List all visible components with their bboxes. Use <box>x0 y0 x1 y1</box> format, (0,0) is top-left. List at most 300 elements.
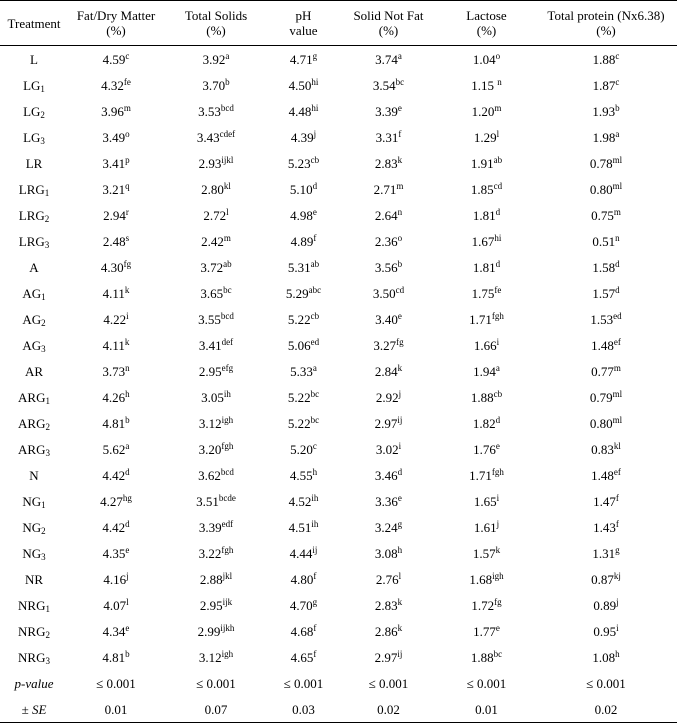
cell-value: 1.81 <box>472 259 496 275</box>
significance-letters: e <box>397 310 402 321</box>
significance-letters: d <box>312 180 318 191</box>
cell-value: 5.29 <box>285 285 309 301</box>
value-cell <box>438 280 535 306</box>
significance-letters: ij <box>312 544 318 555</box>
table-row <box>0 202 677 228</box>
value-cell <box>268 228 339 254</box>
value-cell <box>339 462 438 488</box>
cell-value: 1.67 <box>471 233 495 249</box>
value-cell <box>268 72 339 98</box>
table-row <box>0 176 677 202</box>
value-cell <box>164 384 268 410</box>
significance-letters: c <box>125 50 130 61</box>
value-cell <box>68 410 164 436</box>
treatment-cell <box>0 72 68 98</box>
cell-value: 5.62 <box>102 441 126 457</box>
value-cell <box>535 332 677 358</box>
significance-letters: ijkl <box>221 154 234 165</box>
treatment-name: NRG <box>18 597 46 613</box>
significance-letters: f <box>615 492 619 503</box>
value-cell <box>535 436 677 462</box>
treatment-subscript: 2 <box>41 525 46 536</box>
value-cell <box>438 332 535 358</box>
value-cell <box>535 254 677 280</box>
significance-letters: m <box>396 180 404 191</box>
treatment-name: LRG <box>18 181 45 197</box>
value-cell <box>68 488 164 514</box>
value-cell <box>339 566 438 592</box>
header-total-solids <box>164 1 268 46</box>
significance-letters: f <box>313 648 317 659</box>
significance-letters: d <box>495 258 501 269</box>
value-cell <box>438 98 535 124</box>
significance-letters: j <box>398 388 402 399</box>
cell-value: 1.48 <box>591 467 614 483</box>
significance-letters: ed <box>613 310 622 321</box>
cell-value: 5.22 <box>287 415 311 431</box>
value-cell <box>164 540 268 566</box>
treatment-cell <box>0 410 68 436</box>
cell-value: 1.91 <box>470 155 494 171</box>
treatment-subscript: 2 <box>44 213 50 224</box>
significance-letters: f <box>313 570 317 581</box>
cell-value: 1.66 <box>473 337 497 353</box>
value-cell <box>268 436 339 462</box>
value-cell <box>438 410 535 436</box>
cell-value: 3.54 <box>372 77 396 93</box>
cell-value: 4.70 <box>289 597 313 613</box>
cell-value: 3.39 <box>198 519 222 535</box>
significance-letters: n <box>397 206 403 217</box>
pvalue-cell: ≤ 0.001 <box>586 675 626 691</box>
treatment-subscript: 3 <box>40 135 45 146</box>
table-row <box>0 566 677 592</box>
treatment-subscript: 1 <box>45 395 50 406</box>
cell-value: 0.89 <box>593 597 617 613</box>
significance-letters: m <box>494 102 502 113</box>
table-body <box>0 46 677 723</box>
treatment-cell <box>0 280 68 306</box>
cell-value: 2.76 <box>375 571 399 587</box>
value-cell <box>268 410 339 436</box>
value-cell <box>535 488 677 514</box>
value-cell <box>164 46 268 73</box>
value-cell <box>535 410 677 436</box>
table-row <box>0 280 677 306</box>
cell-value: 1.04 <box>472 51 496 67</box>
cell-value: 1.77 <box>473 623 496 639</box>
value-cell <box>164 358 268 384</box>
cell-value: 3.24 <box>374 519 398 535</box>
value-cell <box>268 358 339 384</box>
cell-value: 1.53 <box>590 311 614 327</box>
cell-value: 4.44 <box>289 545 313 561</box>
significance-letters: i <box>496 336 500 347</box>
value-cell <box>164 566 268 592</box>
header-ph <box>268 1 339 46</box>
significance-letters: bcd <box>220 310 234 321</box>
cell-value: 3.27 <box>373 337 397 353</box>
significance-letters: fg <box>123 258 132 269</box>
significance-letters: ih <box>311 492 319 503</box>
cell-value: 3.12 <box>198 649 222 665</box>
significance-letters: ef <box>613 466 621 477</box>
significance-letters: igh <box>492 570 504 581</box>
value-cell <box>164 98 268 124</box>
header-label: Lactose <box>466 8 507 23</box>
treatment-name: AR <box>24 363 44 379</box>
header-label: pH <box>295 8 312 23</box>
value-cell <box>438 202 535 228</box>
value-cell <box>268 540 339 566</box>
table-row <box>0 462 677 488</box>
significance-letters: s <box>125 232 130 243</box>
significance-letters: m <box>123 102 131 113</box>
treatment-subscript: 1 <box>41 291 46 302</box>
cell-value: 4.22 <box>103 311 127 327</box>
cell-value: 3.36 <box>375 493 398 509</box>
cell-value: 3.55 <box>198 311 221 327</box>
cell-value: 4.81 <box>102 649 126 665</box>
cell-value: 0.79 <box>589 389 613 405</box>
value-cell <box>164 410 268 436</box>
significance-letters: ih <box>223 388 231 399</box>
value-cell <box>339 150 438 176</box>
cell-value: 3.43 <box>196 129 220 145</box>
value-cell <box>164 462 268 488</box>
significance-letters: a <box>615 128 620 139</box>
significance-letters: k <box>124 336 130 347</box>
value-cell <box>164 150 268 176</box>
significance-letters: m <box>223 232 231 243</box>
table-row <box>0 254 677 280</box>
value-cell <box>268 202 339 228</box>
cell-value: 5.22 <box>287 311 311 327</box>
significance-letters: b <box>225 76 230 87</box>
significance-letters: j <box>126 570 129 581</box>
value-cell <box>535 306 677 332</box>
treatment-name: NRG <box>18 649 46 665</box>
cell-value: 0.95 <box>593 623 617 639</box>
significance-letters: e <box>397 102 402 113</box>
significance-letters: r <box>125 206 129 217</box>
cell-value: 1.94 <box>473 363 496 379</box>
treatment-name: NG <box>22 493 42 509</box>
value-cell <box>535 566 677 592</box>
cell-value: 5.06 <box>287 337 311 353</box>
cell-value: 3.39 <box>375 103 398 119</box>
significance-letters: d <box>615 258 620 269</box>
cell-value: 3.56 <box>374 259 398 275</box>
treatment-name: A <box>29 259 39 275</box>
treatment-cell <box>0 540 68 566</box>
value-cell <box>438 384 535 410</box>
significance-letters: g <box>312 50 318 61</box>
table-row <box>0 410 677 436</box>
treatment-subscript: 2 <box>40 109 45 120</box>
treatment-cell <box>0 228 68 254</box>
value-cell <box>339 98 438 124</box>
treatment-subscript: 3 <box>45 447 50 458</box>
value-cell <box>268 566 339 592</box>
cell-value: 5.23 <box>287 155 311 171</box>
pvalue-cell: ≤ 0.001 <box>96 675 136 691</box>
treatment-cell <box>0 618 68 644</box>
header-unit: (%) <box>378 23 399 38</box>
treatment-cell <box>0 462 68 488</box>
significance-letters: cdef <box>219 128 236 139</box>
value-cell <box>339 280 438 306</box>
treatment-subscript: 2 <box>45 629 50 640</box>
treatment-cell <box>0 98 68 124</box>
treatment-subscript: 1 <box>45 603 50 614</box>
cell-value: 4.35 <box>102 545 126 561</box>
pvalue-cell: ≤ 0.001 <box>368 675 409 691</box>
significance-letters: o <box>397 232 403 243</box>
se-label-prefix: ± <box>21 701 32 717</box>
cell-value: 3.46 <box>374 467 398 483</box>
se-label <box>0 696 68 723</box>
value-cell <box>535 514 677 540</box>
cell-value: 4.11 <box>102 285 125 301</box>
value-cell <box>535 46 677 73</box>
significance-letters: g <box>312 596 318 607</box>
significance-letters: cb <box>310 154 320 165</box>
value-cell <box>164 280 268 306</box>
treatment-name: LRG <box>18 207 45 223</box>
cell-value: 2.99 <box>197 623 221 639</box>
cell-value: 2.97 <box>374 649 398 665</box>
significance-letters: ef <box>613 336 621 347</box>
significance-letters: q <box>125 180 130 191</box>
significance-letters: i <box>398 440 402 451</box>
cell-value: 3.08 <box>374 545 398 561</box>
cell-value: 3.41 <box>102 155 126 171</box>
value-cell <box>438 436 535 462</box>
significance-letters: d <box>495 414 501 425</box>
value-cell <box>268 306 339 332</box>
value-cell <box>68 592 164 618</box>
cell-value: 3.73 <box>102 363 126 379</box>
cell-value: 3.41 <box>198 337 222 353</box>
significance-letters: l <box>126 596 129 607</box>
significance-letters: h <box>397 544 403 555</box>
significance-letters: k <box>397 596 403 607</box>
cell-value: 2.72 <box>203 207 227 223</box>
cell-value: 2.95 <box>199 597 223 613</box>
value-cell <box>268 124 339 150</box>
significance-letters: kl <box>613 440 621 451</box>
value-cell <box>339 332 438 358</box>
cell-value: 3.96 <box>101 103 124 119</box>
value-cell <box>164 72 268 98</box>
value-cell <box>438 540 535 566</box>
significance-letters: m <box>613 362 621 373</box>
cell-value: 0.77 <box>591 363 614 379</box>
value-cell <box>268 150 339 176</box>
treatment-cell <box>0 436 68 462</box>
value-cell <box>268 514 339 540</box>
cell-value: 0.83 <box>591 441 614 457</box>
significance-letters: cb <box>310 310 320 321</box>
table-row <box>0 228 677 254</box>
significance-letters: b <box>615 102 620 113</box>
value-cell <box>164 618 268 644</box>
significance-letters: l <box>496 128 500 139</box>
value-cell <box>68 514 164 540</box>
significance-letters: l <box>398 570 402 581</box>
significance-letters: a <box>312 362 317 373</box>
significance-letters: g <box>397 518 403 529</box>
value-cell <box>268 488 339 514</box>
cell-value: 1.76 <box>473 441 496 457</box>
treatment-name: NR <box>24 571 44 587</box>
table-row <box>0 436 677 462</box>
value-cell <box>438 228 535 254</box>
cell-value: 1.81 <box>472 207 496 223</box>
significance-letters: fg <box>494 596 502 607</box>
cell-value: 2.92 <box>375 389 399 405</box>
cell-value: 4.07 <box>103 597 127 613</box>
cell-value: 4.32 <box>101 77 124 93</box>
value-cell <box>339 514 438 540</box>
cell-value: 4.11 <box>102 337 125 353</box>
significance-letters: ih <box>311 518 319 529</box>
significance-letters: hi <box>494 232 502 243</box>
significance-letters: fgh <box>221 544 234 555</box>
significance-letters: h <box>312 466 318 477</box>
significance-letters: jkl <box>222 570 233 581</box>
value-cell <box>535 98 677 124</box>
treatment-cell <box>0 384 68 410</box>
significance-letters: e <box>397 492 402 503</box>
cell-value: 4.59 <box>102 51 126 67</box>
value-cell <box>268 644 339 670</box>
significance-letters: e <box>495 622 500 633</box>
cell-value: 1.93 <box>592 103 616 119</box>
value-cell <box>164 436 268 462</box>
pvalue-label: p-value <box>14 675 54 691</box>
significance-letters: c <box>312 440 317 451</box>
treatment-cell <box>0 592 68 618</box>
treatment-name: LR <box>25 155 43 171</box>
value-cell <box>339 72 438 98</box>
value-cell <box>535 228 677 254</box>
significance-letters: a <box>397 50 402 61</box>
value-cell <box>68 540 164 566</box>
value-cell <box>535 358 677 384</box>
cell-value: 4.48 <box>288 103 312 119</box>
cell-value: 1.88 <box>470 649 494 665</box>
treatment-cell <box>0 254 68 280</box>
value-cell <box>438 566 535 592</box>
significance-letters: g <box>615 544 620 555</box>
significance-letters: a <box>125 440 130 451</box>
significance-letters: bc <box>310 414 320 425</box>
table-row <box>0 332 677 358</box>
significance-letters: c <box>615 50 620 61</box>
value-cell <box>535 384 677 410</box>
value-cell <box>339 202 438 228</box>
cell-value: 3.31 <box>375 129 399 145</box>
significance-letters: l <box>226 206 229 217</box>
cell-value: 3.53 <box>198 103 221 119</box>
header-solid-not-fat <box>339 1 438 46</box>
value-cell <box>68 306 164 332</box>
treatment-name: AG <box>22 285 42 301</box>
value-cell <box>438 176 535 202</box>
value-cell <box>438 618 535 644</box>
table-row <box>0 488 677 514</box>
value-cell <box>268 618 339 644</box>
cell-value: 2.83 <box>374 155 398 171</box>
cell-value: 1.65 <box>473 493 497 509</box>
cell-value: 2.71 <box>373 181 397 197</box>
cell-value: 4.34 <box>102 623 126 639</box>
cell-value: 3.49 <box>102 129 126 145</box>
value-cell <box>339 488 438 514</box>
significance-letters: ml <box>612 180 623 191</box>
se-cell: 0.02 <box>535 696 677 723</box>
significance-letters: fe <box>123 76 131 87</box>
cell-value: 4.65 <box>290 649 314 665</box>
cell-value: 2.48 <box>102 233 126 249</box>
value-cell <box>535 618 677 644</box>
cell-value: 3.02 <box>375 441 399 457</box>
value-cell <box>68 358 164 384</box>
table-row <box>0 592 677 618</box>
value-cell <box>268 98 339 124</box>
value-cell <box>268 280 339 306</box>
table-row <box>0 124 677 150</box>
se-cell: 0.01 <box>438 696 535 723</box>
significance-letters: bc <box>223 284 232 295</box>
value-cell <box>164 592 268 618</box>
value-cell <box>535 280 677 306</box>
cell-value: 1.43 <box>593 519 616 535</box>
cell-value: 2.36 <box>374 233 398 249</box>
value-cell <box>438 644 535 670</box>
cell-value: 3.62 <box>198 467 221 483</box>
cell-value: 3.12 <box>198 415 222 431</box>
significance-letters: n <box>615 232 620 243</box>
significance-letters: d <box>495 206 501 217</box>
table-row <box>0 306 677 332</box>
significance-letters: fgh <box>221 440 234 451</box>
significance-letters: ijk <box>222 596 233 607</box>
table-header <box>0 1 677 46</box>
significance-letters: n <box>125 362 130 373</box>
value-cell <box>164 306 268 332</box>
cell-value: 3.21 <box>102 181 126 197</box>
significance-letters: f <box>615 518 619 529</box>
cell-value: 3.05 <box>201 389 224 405</box>
value-cell <box>68 332 164 358</box>
cell-value: 4.27 <box>100 493 123 509</box>
table-row <box>0 514 677 540</box>
cell-value: 5.10 <box>289 181 313 197</box>
table-row <box>0 98 677 124</box>
value-cell <box>164 254 268 280</box>
value-cell <box>535 462 677 488</box>
treatment-name: LG <box>23 129 41 145</box>
significance-letters: igh <box>221 648 234 659</box>
significance-letters: hi <box>311 76 319 87</box>
cell-value: 2.94 <box>103 207 126 223</box>
value-cell <box>438 306 535 332</box>
significance-letters: k <box>124 284 130 295</box>
value-cell <box>164 228 268 254</box>
